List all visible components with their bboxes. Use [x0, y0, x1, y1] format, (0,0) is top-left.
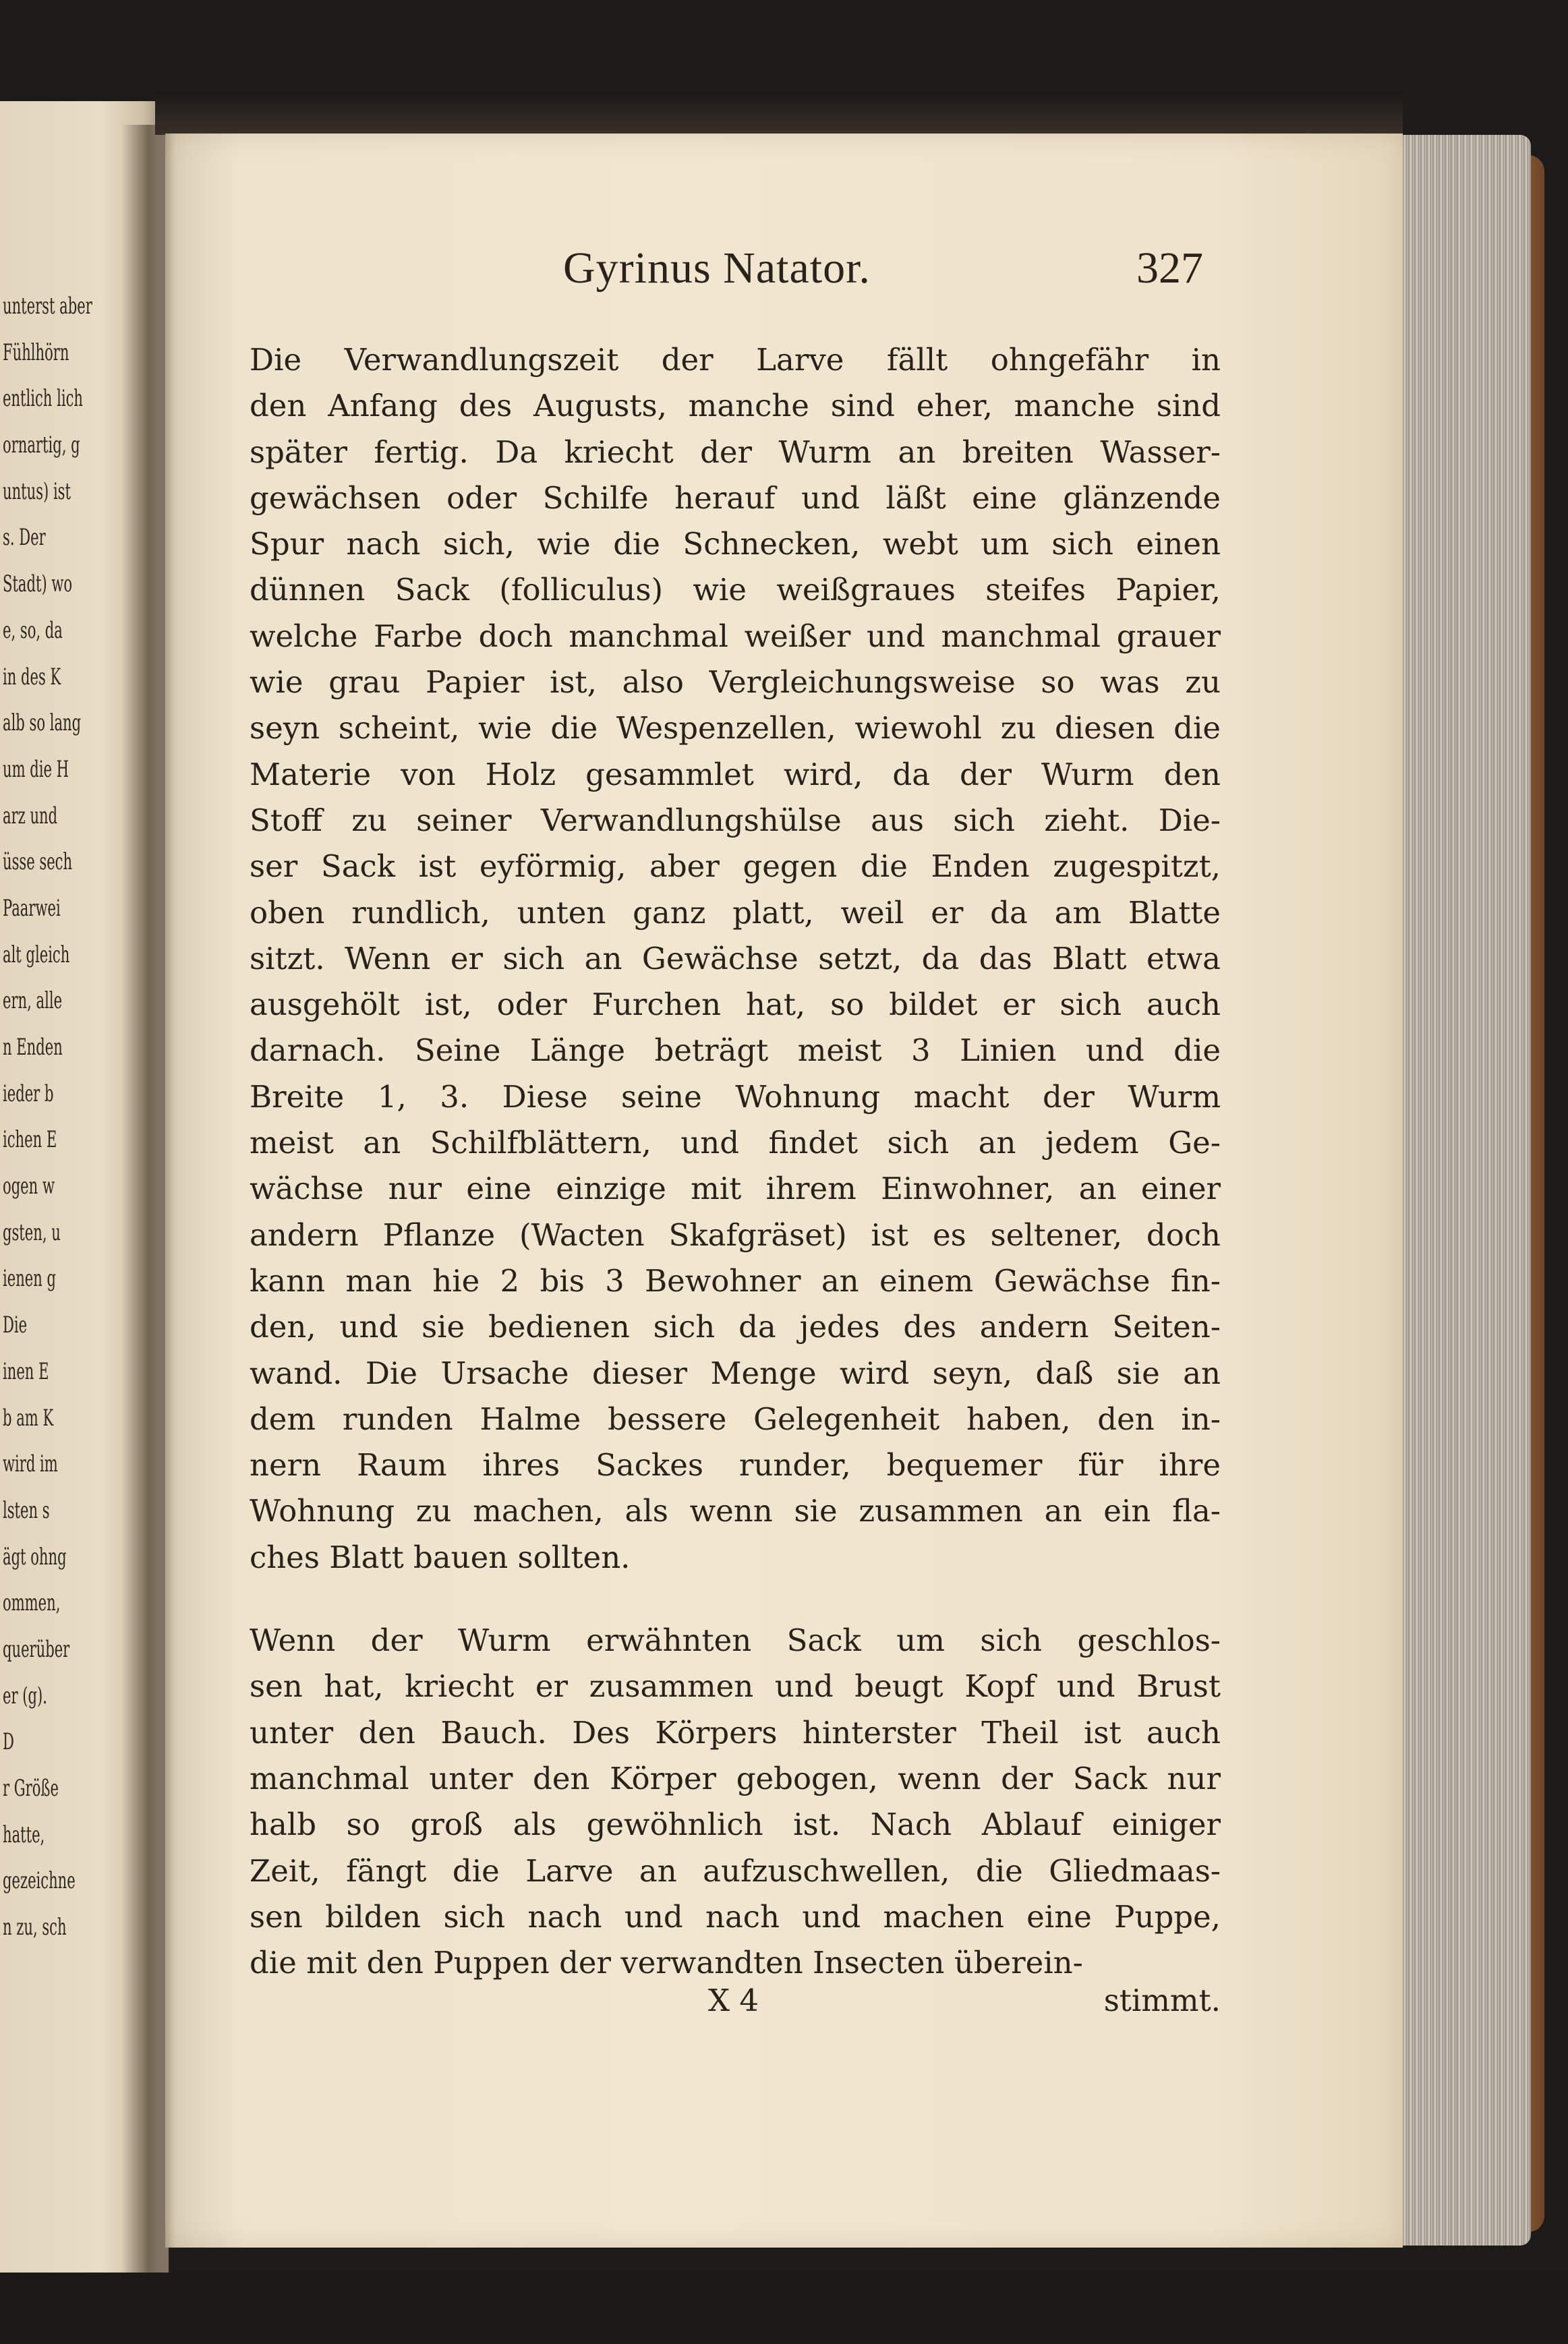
text-line: dünnen Sack (folliculus) wie weißgraues steifes Papier, [250, 572, 1221, 608]
left-page-fragment: hatte, [3, 1821, 45, 1848]
left-page-fragment: gsten, u [3, 1219, 61, 1246]
text-line: Die Verwandlungszeit der Larve fällt ohngefähr in [250, 342, 1221, 378]
text-line: Spur nach sich, wie die Schnecken, webt um sich einen [250, 526, 1221, 562]
text-line: Wenn der Wurm erwähnten Sack um sich geschlos- [250, 1622, 1221, 1659]
text-line: seyn scheint, wie die Wespenzellen, wiewohl zu diesen die [250, 710, 1221, 746]
left-page-fragment: alt gleich [3, 941, 70, 968]
book-gutter [121, 125, 175, 2283]
signature-mark: X 4 [708, 1983, 759, 2018]
text-line: halb so groß als gewöhnlich ist. Nach Ablauf einiger [250, 1807, 1221, 1843]
body-text [250, 337, 1221, 1986]
text-line: die mit den Puppen der verwandten Insecten überein- [250, 1945, 1083, 1981]
text-line: später fertig. Da kriecht der Wurm an breiten Wasser- [250, 434, 1221, 470]
text-line: den Anfang des Augusts, manche sind eher, manche sind [250, 388, 1221, 424]
left-page-fragment: um die H [3, 755, 69, 783]
left-page-fragment: alb so lang [3, 709, 82, 737]
left-page-fragment: r Größe [3, 1775, 59, 1802]
text-line: kann man hie 2 bis 3 Bewohner an einem Gewächse fin- [250, 1262, 1221, 1299]
left-page-fragment: D [3, 1728, 14, 1756]
catchword: stimmt. [1103, 1983, 1221, 2018]
text-line: unter den Bauch. Des Körpers hinterster Theil ist auch [250, 1714, 1221, 1751]
left-page-fragment: Fühlhörn [3, 339, 69, 366]
left-page-fragment: inen E [3, 1357, 49, 1385]
text-line: wie grau Papier ist, also Vergleichungsweise so was zu [250, 664, 1221, 701]
left-page-fragment: b am K [3, 1404, 54, 1432]
left-page-text [3, 283, 103, 1951]
left-page-fragment: unterst aber [3, 293, 92, 320]
text-line: welche Farbe doch manchmal weißer und manchmal grauer [250, 618, 1221, 654]
text-line: oben rundlich, unten ganz platt, weil er da am Blatte [250, 894, 1221, 931]
page-number: 327 [1136, 243, 1203, 293]
text-line: ches Blatt bauen sollten. [250, 1539, 631, 1575]
text-line: gewächsen oder Schilfe herauf und läßt eine glänzende [250, 479, 1221, 516]
bottom-background [0, 2273, 1568, 2344]
book-cover-top [155, 94, 1403, 135]
running-head [563, 241, 1238, 295]
left-page-fragment: ieder b [3, 1080, 54, 1107]
left-page-fragment: in des K [3, 663, 61, 691]
text-line: meist an Schilfblättern, und findet sich an jedem Ge- [250, 1125, 1221, 1161]
text-line: Breite 1, 3. Diese seine Wohnung macht der Wurm [250, 1078, 1221, 1115]
left-page-fragment: Die [3, 1312, 28, 1339]
left-page-fragment: er (g). [3, 1682, 47, 1709]
left-page-fragment: ägt ohng [3, 1543, 67, 1571]
paragraph [250, 1618, 1221, 1986]
text-line: dem runden Halme bessere Gelegenheit haben, den in- [250, 1401, 1221, 1437]
page-footer [250, 1977, 1221, 2024]
text-line: sen bilden sich nach und nach und machen eine Puppe, [250, 1898, 1221, 1935]
paragraph [250, 337, 1221, 1581]
left-page-fragment: arz und [3, 802, 58, 829]
text-line: darnach. Seine Länge beträgt meist 3 Linien und die [250, 1032, 1221, 1069]
left-page-fragment: üsse sech [3, 848, 73, 876]
left-page-fragment: lsten s [3, 1496, 50, 1524]
left-page-fragment: gezeichne [3, 1867, 76, 1895]
left-page-fragment: s. Der [3, 524, 46, 552]
left-page-fragment: ornartig, g [3, 432, 80, 459]
left-page-fragment: Paarwei [3, 894, 61, 922]
text-line: wächse nur eine einzige mit ihrem Einwohner, an einer [250, 1171, 1221, 1207]
text-line: manchmal unter den Körper gebogen, wenn der Sack nur [250, 1760, 1221, 1796]
text-line: sen hat, kriecht er zusammen und beugt Kopf und Brust [250, 1668, 1221, 1705]
text-line: Wohnung zu machen, als wenn sie zusammen an ein fla- [250, 1493, 1221, 1529]
text-line: den, und sie bedienen sich da jedes des andern Seiten- [250, 1309, 1221, 1345]
left-page-fragment: ogen w [3, 1173, 55, 1200]
text-line: ser Sack ist eyförmig, aber gegen die Enden zugespitzt, [250, 848, 1221, 885]
left-page-fragment: ichen E [3, 1126, 57, 1154]
left-page-fragment: ienen g [3, 1265, 57, 1293]
text-line: Zeit, fängt die Larve an aufzuschwellen, die Gliedmaas- [250, 1852, 1221, 1889]
left-page-fragment: ommen, [3, 1589, 61, 1617]
left-page-fragment: Stadt) wo [3, 570, 73, 598]
left-page-fragment: untus) ist [3, 477, 71, 505]
text-line: wand. Die Ursache dieser Menge wird seyn, daß sie an [250, 1355, 1221, 1391]
text-line: sitzt. Wenn er sich an Gewächse setzt, da das Blatt etwa [250, 940, 1221, 976]
left-page-fragment: entlich lich [3, 385, 83, 413]
text-line: ausgehölt ist, oder Furchen hat, so bildet er sich auch [250, 987, 1221, 1023]
left-page-fragment: n zu, sch [3, 1914, 67, 1941]
page-edges [1383, 135, 1531, 2246]
running-title: Gyrinus Natator. [563, 243, 871, 293]
left-page-fragment: n Enden [3, 1034, 63, 1061]
text-line: Stoff zu seiner Verwandlungshülse aus sich zieht. Die- [250, 802, 1221, 838]
left-page-fragment: wird im [3, 1451, 58, 1478]
left-page-fragment: ern, alle [3, 987, 63, 1015]
left-page-fragment: querüber [3, 1635, 70, 1663]
left-page-fragment: e, so, da [3, 616, 63, 644]
text-line: Materie von Holz gesammlet wird, da der Wurm den [250, 756, 1221, 792]
text-line: nern Raum ihres Sackes runder, bequemer für ihre [250, 1447, 1221, 1484]
text-line: andern Pflanze (Wacten Skafgräset) ist es seltener, doch [250, 1217, 1221, 1253]
